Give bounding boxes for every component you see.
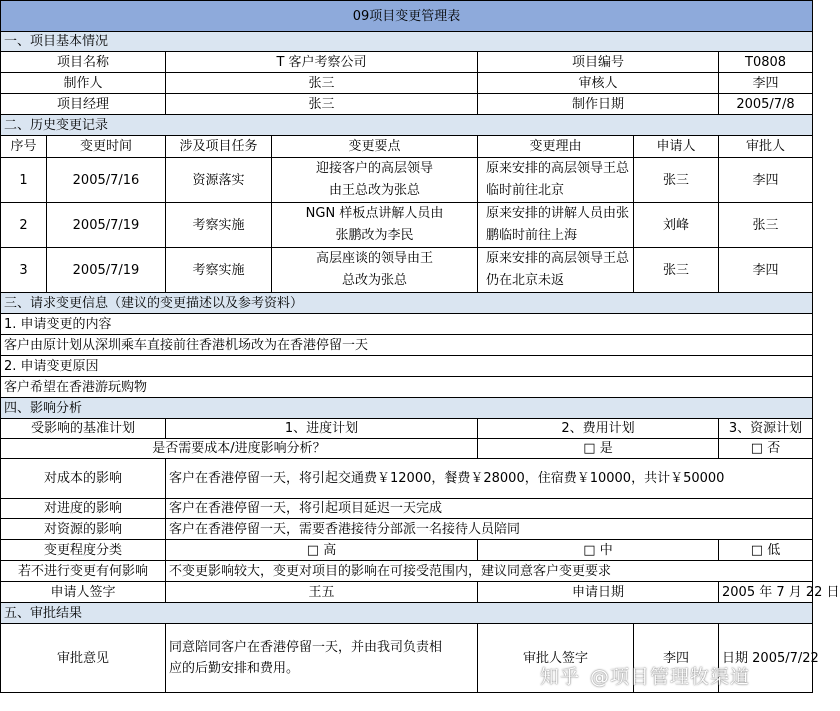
history-cell-approver[interactable]: 李四: [719, 248, 813, 293]
history-cell-applicant[interactable]: 张三: [634, 248, 719, 293]
approval-opinion-label: 审批意见: [1, 624, 166, 693]
schedule-impact-value[interactable]: 客户在香港停留一天，将引起项目延迟一天完成: [166, 499, 813, 519]
watermark-site: 知乎: [540, 666, 581, 688]
degree-label: 变更程度分类: [1, 540, 166, 561]
reviewer-label: 审核人: [478, 73, 719, 94]
history-cell-point[interactable]: 迎接客户的高层领导由王总改为张总: [272, 158, 478, 203]
history-cell-point[interactable]: 高层座谈的领导由王总改为张总: [272, 248, 478, 293]
maker-label: 制作人: [1, 73, 166, 94]
project-no-label: 项目编号: [478, 52, 719, 73]
request-content-value[interactable]: 客户由原计划从深圳乘车直接前往香港机场改为在香港停留一天: [1, 335, 813, 356]
no-change-impact-value[interactable]: 不变更影响较大，变更对项目的影响在可接受范围内，建议同意客户变更要求: [166, 561, 813, 582]
history-cell-reason[interactable]: 原来安排的讲解人员由张鹏临时前往上海: [478, 203, 634, 248]
section-request-heading: 三、请求变更信息（建议的变更描述以及参考资料）: [1, 293, 813, 314]
cost-impact-value[interactable]: 客户在香港停留一天，将引起交通费￥12000，餐费￥28000，住宿费￥10000，共计￥50000: [166, 459, 813, 499]
schedule-impact-label: 对进度的影响: [1, 499, 166, 519]
baseline-plan-label: 受影响的基准计划: [1, 419, 166, 439]
no-change-impact-label: 若不进行变更有何影响: [1, 561, 166, 582]
project-name-label: 项目名称: [1, 52, 166, 73]
degree-mid-checkbox[interactable]: □ 中: [478, 540, 719, 561]
section-basic-info-heading: 一、项目基本情况: [1, 32, 813, 52]
need-analysis-yes-checkbox[interactable]: □ 是: [478, 439, 719, 459]
history-cell-time[interactable]: 2005/7/16: [47, 158, 166, 203]
section-impact-heading: 四、影响分析: [1, 398, 813, 419]
history-row: [1, 158, 813, 203]
history-header-point: 变更要点: [272, 136, 478, 158]
approval-date-label: 日期: [722, 650, 749, 666]
manager-value[interactable]: 张三: [166, 94, 478, 115]
request-content-label: 1. 申请变更的内容: [1, 314, 813, 335]
plan-schedule: 1、进度计划: [166, 419, 478, 439]
apply-date-value[interactable]: 2005 年 7 月 22 日: [719, 582, 813, 603]
make-date-value[interactable]: 2005/7/8: [719, 94, 813, 115]
project-name-value[interactable]: T 客户考察公司: [166, 52, 478, 73]
need-analysis-label: 是否需要成本/进度影响分析？: [1, 439, 478, 459]
maker-value[interactable]: 张三: [166, 73, 478, 94]
applicant-sign-label: 申请人签字: [1, 582, 166, 603]
approval-date-value[interactable]: 2005/7/22: [752, 650, 819, 666]
history-cell-no[interactable]: 3: [1, 248, 47, 293]
history-cell-point[interactable]: NGN 样板点讲解人员由张鹏改为李民: [272, 203, 478, 248]
section-history-heading: 二、历史变更记录: [1, 115, 813, 136]
resource-impact-label: 对资源的影响: [1, 519, 166, 540]
history-header-approver: 审批人: [719, 136, 813, 158]
history-header-no: 序号: [1, 136, 47, 158]
history-cell-time[interactable]: 2005/7/19: [47, 203, 166, 248]
reviewer-value[interactable]: 李四: [719, 73, 813, 94]
history-header-task: 涉及项目任务: [166, 136, 272, 158]
history-cell-time[interactable]: 2005/7/19: [47, 248, 166, 293]
history-cell-task[interactable]: 考察实施: [166, 248, 272, 293]
history-cell-no[interactable]: 2: [1, 203, 47, 248]
apply-date-label: 申请日期: [478, 582, 719, 603]
degree-high-checkbox[interactable]: □ 高: [166, 540, 478, 561]
history-header-reason: 变更理由: [478, 136, 634, 158]
history-cell-reason[interactable]: 原来安排的高层领导王总仍在北京未返: [478, 248, 634, 293]
make-date-label: 制作日期: [478, 94, 719, 115]
approver-sign-label: 审批人签字: [478, 624, 634, 693]
history-row: [1, 203, 813, 248]
applicant-sign-value[interactable]: 王五: [166, 582, 478, 603]
plan-resource: 3、资源计划: [719, 419, 813, 439]
history-cell-applicant[interactable]: 张三: [634, 158, 719, 203]
resource-impact-value[interactable]: 客户在香港停留一天，需要香港接待分部派一名接待人员陪同: [166, 519, 813, 540]
approver-sign-value[interactable]: 李四: [634, 624, 719, 693]
cost-impact-label: 对成本的影响: [1, 459, 166, 499]
approval-opinion-value[interactable]: 同意陪同客户在香港停留一天，并由我司负责相应的后勤安排和费用。: [166, 624, 478, 693]
project-no-value[interactable]: T0808: [719, 52, 813, 73]
history-cell-reason[interactable]: 原来安排的高层领导王总临时前往北京: [478, 158, 634, 203]
history-cell-approver[interactable]: 张三: [719, 203, 813, 248]
watermark-author: @项目管理牧渠道: [590, 666, 751, 688]
history-cell-task[interactable]: 资源落实: [166, 158, 272, 203]
history-cell-applicant[interactable]: 刘峰: [634, 203, 719, 248]
history-header-applicant: 申请人: [634, 136, 719, 158]
request-reason-label: 2. 申请变更原因: [1, 356, 813, 377]
sheet-title: 09项目变更管理表: [1, 1, 813, 32]
plan-cost: 2、费用计划: [478, 419, 719, 439]
degree-low-checkbox[interactable]: □ 低: [719, 540, 813, 561]
history-row: [1, 248, 813, 293]
history-cell-no[interactable]: 1: [1, 158, 47, 203]
history-header-time: 变更时间: [47, 136, 166, 158]
manager-label: 项目经理: [1, 94, 166, 115]
need-analysis-no-checkbox[interactable]: □ 否: [719, 439, 813, 459]
history-cell-approver[interactable]: 李四: [719, 158, 813, 203]
history-cell-task[interactable]: 考察实施: [166, 203, 272, 248]
section-approval-heading: 五、审批结果: [1, 603, 813, 624]
request-reason-value[interactable]: 客户希望在香港游玩购物: [1, 377, 813, 398]
zhihu-watermark: [540, 662, 760, 689]
